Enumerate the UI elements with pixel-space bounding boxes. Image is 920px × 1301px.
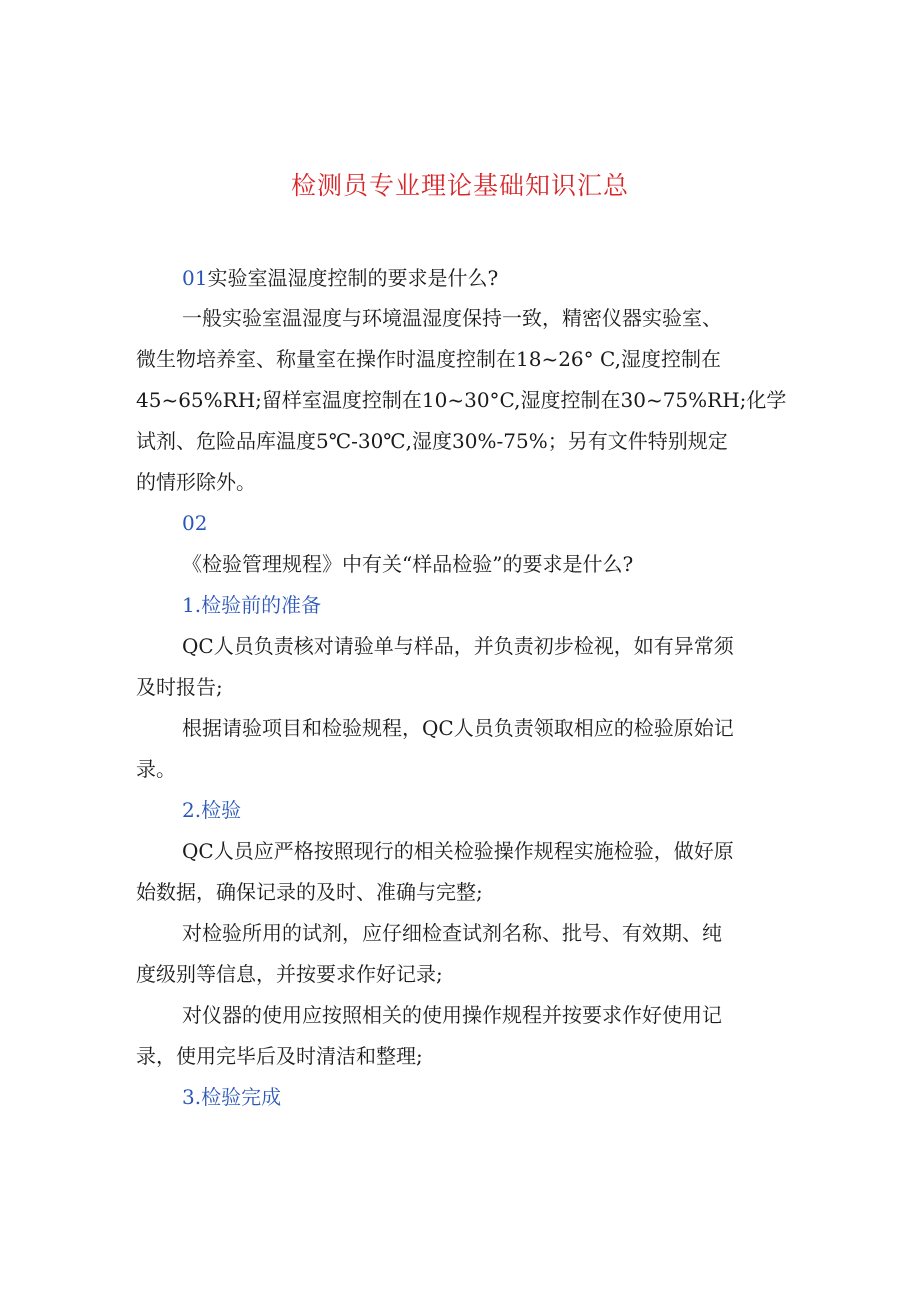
question-2-text: 《检验管理规程》中有关“样品检验”的要求是什么? <box>182 552 634 576</box>
section-2-para-2-line-1: 对检验所用的试剂，应仔细检查试剂名称、批号、有效期、纯 <box>182 921 722 945</box>
section-3-heading: 3.检验完成 <box>182 1085 282 1109</box>
section-2-para-3-line-1: 对仪器的使用应按照相关的使用操作规程并按要求作好使用记 <box>182 1003 722 1027</box>
question-1-text: 实验室温湿度控制的要求是什么? <box>207 266 499 290</box>
question-1 <box>182 258 782 299</box>
answer-1-line-3: 45~65%RH;留样室温度控制在10~30°C,湿度控制在30~75%RH;化学 <box>136 388 787 412</box>
section-2-para-1-line-1: QC人员应严格按照现行的相关检验操作规程实施检验，做好原 <box>182 839 734 863</box>
document-title: 检测员专业理论基础知识汇总 <box>290 171 629 200</box>
answer-1-line-1: 一般实验室温湿度与环境温湿度保持一致，精密仪器实验室、 <box>182 306 722 330</box>
section-2-para-2-line-2: 度级别等信息，并按要求作好记录; <box>136 962 443 986</box>
section-2-heading: 2.检验 <box>182 798 242 822</box>
question-1-number: 01 <box>182 266 208 290</box>
section-2-para-1-line-2: 始数据，确保记录的及时、准确与完整; <box>136 880 483 904</box>
answer-1-line-5: 的情形除外。 <box>136 470 256 494</box>
section-1-heading: 1.检验前的准备 <box>182 593 322 617</box>
section-1-para-1-line-2: 及时报告; <box>136 675 223 699</box>
question-2-number: 02 <box>182 511 208 535</box>
section-1-para-2-line-2: 录。 <box>136 757 176 781</box>
section-1-para-2-line-1: 根据请验项目和检验规程，QC人员负责领取相应的检验原始记 <box>182 716 734 740</box>
answer-1-line-4: 试剂、危险品库温度5℃-30℃,湿度30%-75%；另有文件特别规定 <box>136 429 728 453</box>
section-2-para-3-line-2: 录，使用完毕后及时清洁和整理; <box>136 1044 423 1068</box>
section-1-para-1-line-1: QC人员负责核对请验单与样品，并负责初步检视，如有异常须 <box>182 634 734 658</box>
answer-1-line-2: 微生物培养室、称量室在操作时温度控制在18~26° C,湿度控制在 <box>136 347 721 371</box>
